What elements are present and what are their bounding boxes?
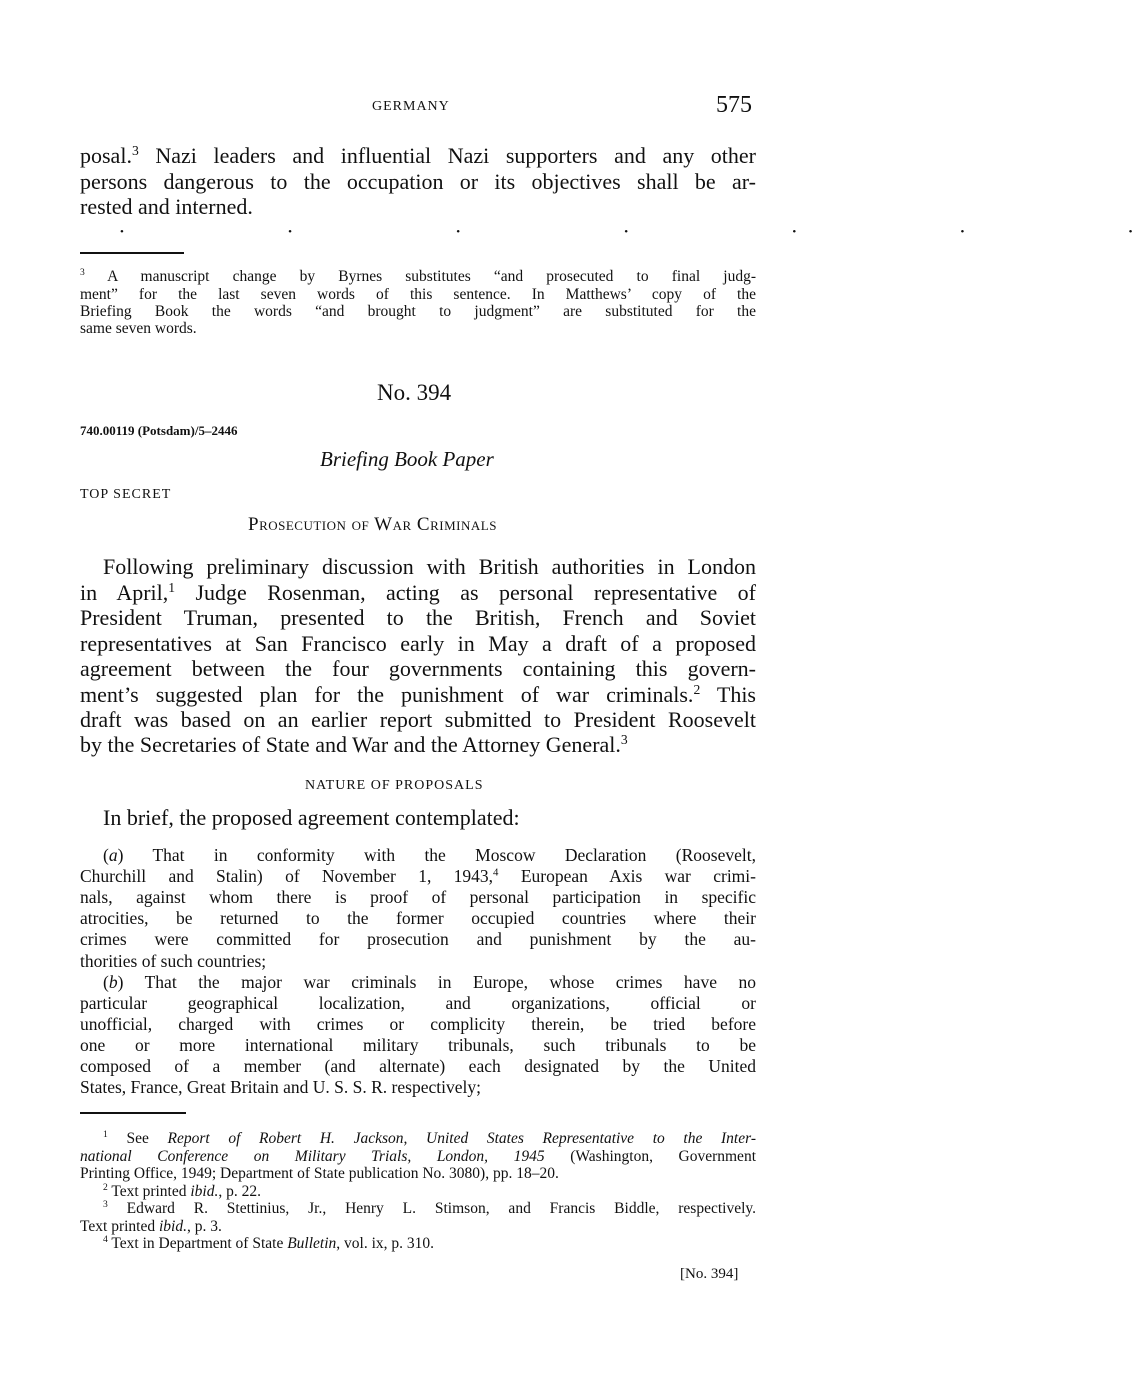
page-number: 575 <box>716 92 752 118</box>
main-paragraph-last-line: by the Secretaries of State and War and the Attorney General.$^3$ <box>80 731 628 757</box>
continuation-paragraph: posal.$^3$ Nazi leaders and influential Nazi supporters and any other persons dangerous to the occupation or its objectives shall be ar- <box>80 142 756 194</box>
item-b: (b) That the major war criminals in Europe, whose crimes have no particular geographical localization, and organizations, official or unofficial, charged with crimes or complicity therein, be tried before one or more international military tribunals, such tribunals to be composed of a member (and alternate) each designated by the United <box>80 971 756 1076</box>
running-header-title: GERMANY <box>372 99 450 114</box>
footnote-ref-1: 1 <box>168 579 176 595</box>
continuation-paragraph-last-line: rested and interned. <box>80 194 253 219</box>
item-a-last-line: thorities of such countries; <box>80 950 267 971</box>
footnote-1: $^1$ See Report of Robert H. Jackson, United States Representative to the Inter- national Conference on Military Trials, London, 1945 (Washington, Government <box>80 1129 756 1165</box>
footnote-2: $^2$ Text printed ibid., p. 22. <box>103 1181 261 1200</box>
footnote-4: $^4$ Text in Department of State Bulletin, vol. ix, p. 310. <box>103 1234 435 1252</box>
main-paragraph: Following preliminary discussion with British authorities in London in April,$^1$ Judge Rosenman, acting as personal representative of President Truman, presented to the British, French and Soviet representatives at San Francisco early in May a draft of a proposed agreement between the four governments containing this govern- ment’s suggested plan for the punishment of war criminals.$^2$ This draft was based on an earlier report submitted to President Roosevelt <box>80 554 757 732</box>
omission-dots: • • • • • • • <box>120 226 1132 238</box>
footnote-ref-2: 2 <box>693 681 701 697</box>
footnote-rule-bottom <box>80 1112 186 1114</box>
footnote-3-top: $^3$ A manuscript change by Byrnes substitutes “and prosecuted to final judg- ment” for the last seven words of this sentence. In Matthews’ copy of the Briefing Book the words “and brought to judgment” are substituted for the <box>80 267 756 320</box>
item-a: (a) That in conformity with the Moscow Declaration (Roosevelt, Churchill and Stalin) of November 1, 1943,$^4$ European Axis war crimi- nals, against whom there is proof of personal participation in specific atrocities, be returned to the former occupied countries where their crimes were committed for prosecution and punishment by the au- <box>80 845 756 950</box>
footnote-3: $^3$ Edward R. Stettinius, Jr., Henry L. Stimson, and Francis Biddle, respectively. <box>103 1199 756 1217</box>
page-footer: [No. 394] <box>680 1266 739 1282</box>
footnote-3-cont: Text printed ibid., p. 3. <box>80 1217 222 1235</box>
classification-label: TOP SECRET <box>80 487 172 502</box>
footnote-ref-4: 4 <box>493 866 499 879</box>
footnote-rule <box>80 252 184 254</box>
footnote-ref-3b: 3 <box>620 731 628 747</box>
intro-line: In brief, the proposed agreement contemplated: <box>103 805 520 830</box>
file-reference: 740.00119 (Potsdam)/5–2446 <box>80 423 238 438</box>
document-title: Prosecution of War Criminals <box>248 514 497 535</box>
footnote-3-last-line: same seven words. <box>80 320 197 337</box>
section-heading: NATURE OF PROPOSALS <box>305 778 484 793</box>
document-type: Briefing Book Paper <box>320 447 494 471</box>
footnote-ref-3: 3 <box>131 142 139 158</box>
document-number: No. 394 <box>377 380 452 405</box>
item-b-last-line: States, France, Great Britain and U. S. S. R. respectively; <box>80 1077 481 1097</box>
footnote-1-last-line: Printing Office, 1949; Department of State publication No. 3080), pp. 18–20. <box>80 1165 559 1182</box>
